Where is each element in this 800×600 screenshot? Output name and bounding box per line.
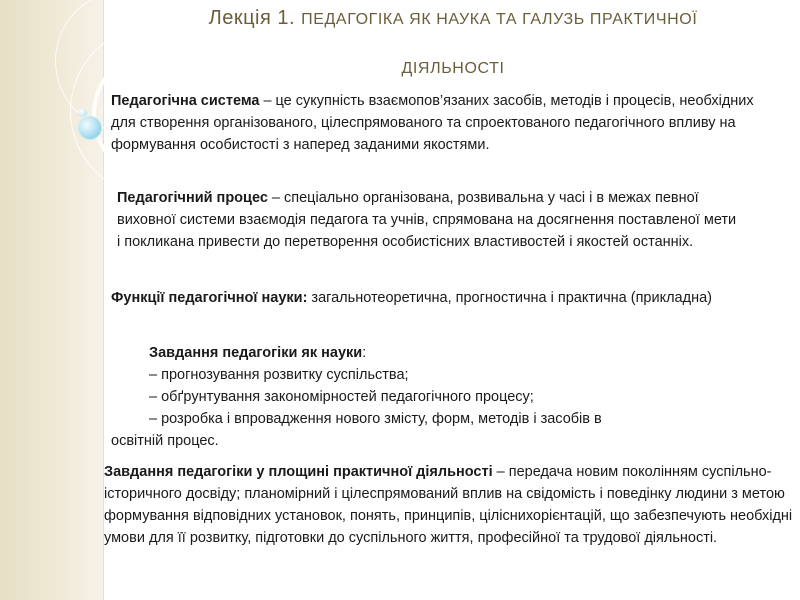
list-item-continuation: освітній процес. [111,433,219,449]
term-practice-tasks: Завдання педагогіки у площині практичної діяльності [104,464,493,480]
slide-title [108,3,798,84]
heading-colon: : [362,345,367,361]
title-line-1 [108,3,798,35]
title-topic: ПЕДАГОГІКА ЯК НАУКА ТА ГАЛУЗЬ ПРАКТИЧНОЇ [301,11,698,28]
science-tasks-heading [111,342,731,364]
list-item: – розробка і впровадження нового змісту, форм, методів і засобів в [149,411,602,427]
list-item: – прогнозування розвитку суспільства; [149,367,409,383]
pedagogical-process-paragraph [117,187,737,253]
term-science-tasks: Завдання педагогіки як науки [149,345,363,361]
definition-text: – це сукупність взаємопов’язаних засобів, методів і процесів, необхідних для створення організованого, цілеспрямованого та спроектованого педагогічного впливу на формування особистості з наперед заданими якостями. [111,93,754,153]
title-line-2: ДІЯЛЬНОСТІ [401,60,505,77]
functions-paragraph [111,287,791,309]
definition-text: – спеціально організована, розвивальна у часі і в межах певної виховної системи взаємодія педагога та учнів, спрямована на досягнення поставленої мети і покликана привести до перетворення особистісних властивостей і якостей останніх. [117,190,737,250]
term-functions: Функції педагогічної науки: [111,290,308,306]
term-pedagogical-process: Педагогічний процес [117,190,268,206]
functions-text: загальнотеоретична, прогностична і практична (прикладна) [307,290,712,306]
science-tasks-list [111,342,731,452]
term-pedagogical-system: Педагогічна система [111,93,260,109]
practice-tasks-paragraph [104,461,794,549]
decorative-blue-dot [78,116,102,140]
practice-tasks-text: – передача новим поколінням суспільно-історичного досвіду; планомірний і цілеспрямований вплив на свідомість і поведінку людини з метою формування відповідних установок, понять, принципів, ціліснихорієнтацій, що забезпечують необхідні умови для її розвитку, підготовки до суспільного життя, професійної та трудової діяльності. [104,464,793,546]
title-lecture-number: Лекція 1. [208,7,296,29]
list-item: – обґрунтування закономірностей педагогічного процесу; [149,389,534,405]
pedagogical-system-paragraph [111,90,771,156]
